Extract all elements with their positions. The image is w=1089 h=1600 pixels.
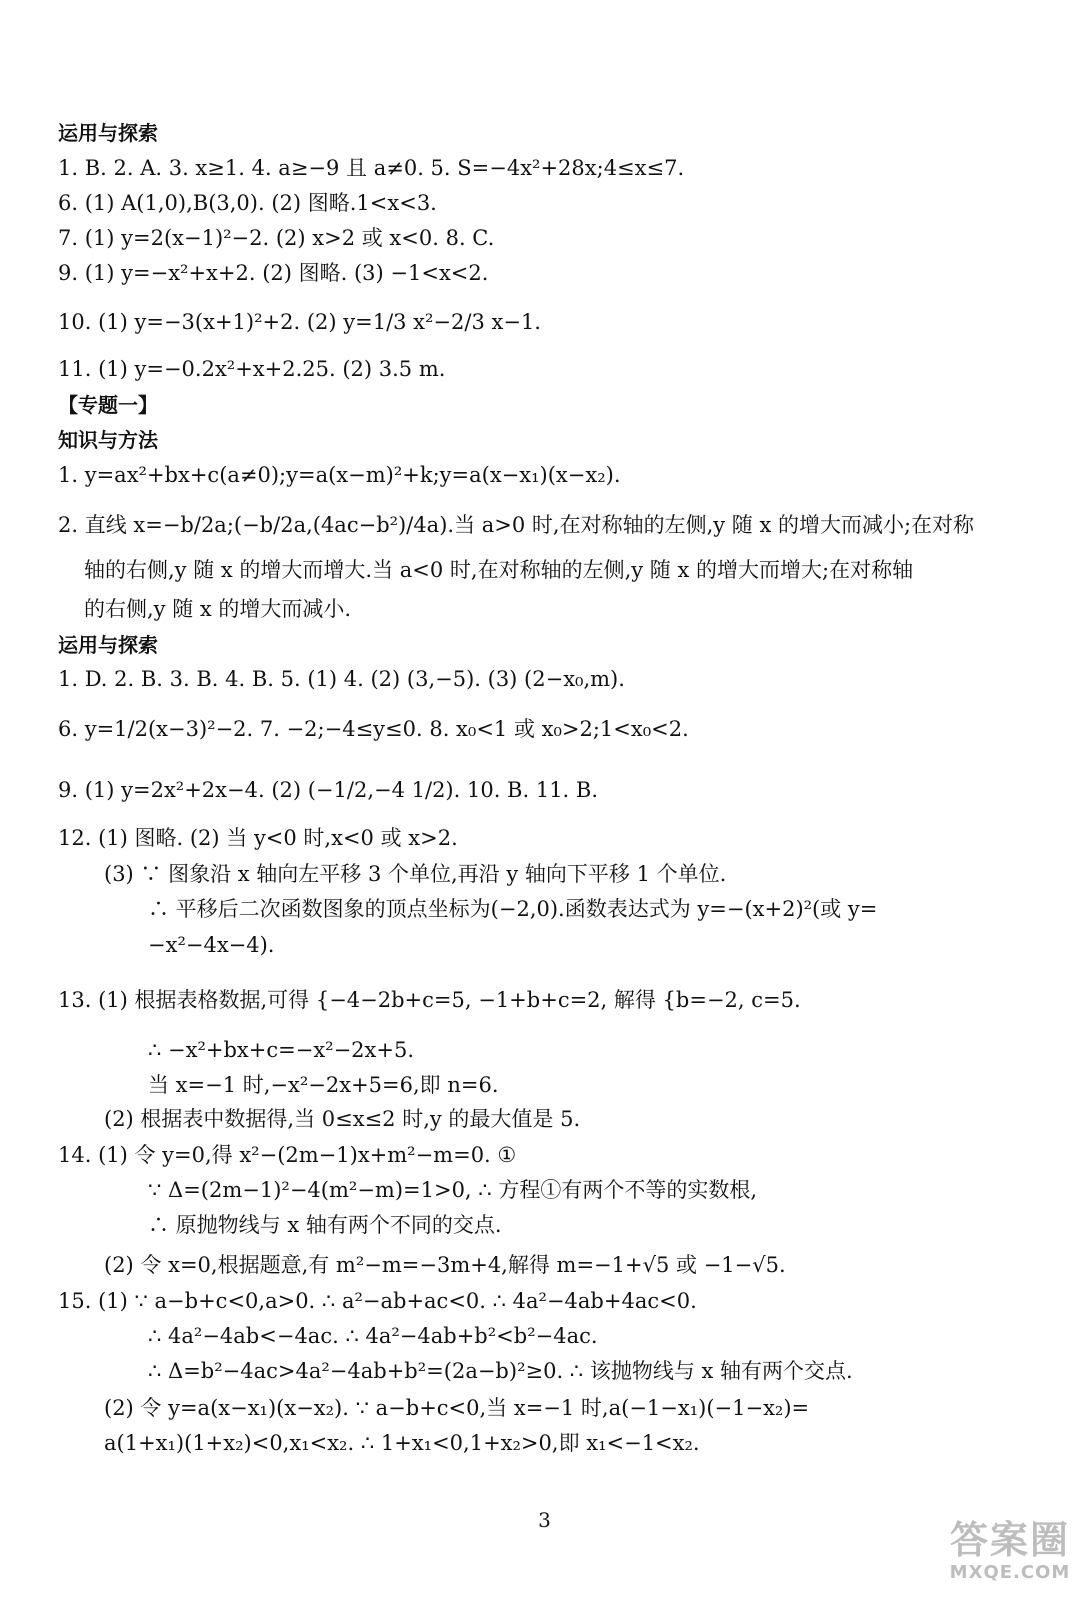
answer-line: a(1+x₁)(1+x₂)<0,x₁<x₂. ∴ 1+x₁<0,1+x₂>0,即 x₁<−1<x₂.	[104, 1431, 700, 1455]
watermark-logo	[945, 1518, 1075, 1590]
watermark-title: 答案圈	[949, 1518, 1070, 1562]
answer-line: 1. y=ax²+bx+c(a≠0);y=a(x−m)²+k;y=a(x−x₁)(x−x₂).	[58, 463, 621, 487]
page-number: 3	[538, 1508, 551, 1532]
answer-line: 12. (1) 图略. (2) 当 y<0 时,x<0 或 x>2.	[58, 826, 458, 850]
answer-line: 6. y=1/2(x−3)²−2. 7. −2;−4≤y≤0. 8. x₀<1 或 x₀>2;1<x₀<2.	[58, 717, 689, 741]
answer-line: ∴ Δ=b²−4ac>4a²−4ab+b²=(2a−b)²≥0. ∴ 该抛物线与 x 轴有两个交点.	[148, 1359, 853, 1383]
answer-line: ∵ Δ=(2m−1)²−4(m²−m)=1>0, ∴ 方程①有两个不等的实数根,	[148, 1178, 757, 1202]
answer-line: 11. (1) y=−0.2x²+x+2.25. (2) 3.5 m.	[58, 357, 446, 381]
answer-line: 10. (1) y=−3(x+1)²+2. (2) y=1/3 x²−2/3 x−1.	[58, 310, 541, 334]
answer-line: 6. (1) A(1,0),B(3,0). (2) 图略.1<x<3.	[58, 191, 437, 215]
answer-line: −x²−4x−4).	[148, 933, 275, 957]
answer-line: 7. (1) y=2(x−1)²−2. (2) x>2 或 x<0. 8. C.	[58, 226, 495, 250]
answer-line: 2. 直线 x=−b/2a;(−b/2a,(4ac−b²)/4a).当 a>0 时,在对称轴的左侧,y 随 x 的增大而减小;在对称	[58, 513, 975, 537]
answer-line: (2) 令 y=a(x−x₁)(x−x₂). ∵ a−b+c<0,当 x=−1 时,a(−1−x₁)(−1−x₂)=	[104, 1396, 810, 1420]
answer-line: 当 x=−1 时,−x²−2x+5=6,即 n=6.	[148, 1073, 499, 1097]
answer-line: 15. (1) ∵ a−b+c<0,a>0. ∴ a²−ab+ac<0. ∴ 4a²−4ab+4ac<0.	[58, 1289, 697, 1313]
section-heading-topic-1: 【专题一】	[58, 393, 158, 417]
watermark-site: MXQE.COM	[949, 1562, 1071, 1583]
answer-line: ∴ 4a²−4ab<−4ac. ∴ 4a²−4ab+b²<b²−4ac.	[148, 1324, 598, 1348]
answer-line: 1. B. 2. A. 3. x≥1. 4. a≥−9 且 a≠0. 5. S=−4x²+28x;4≤x≤7.	[58, 156, 685, 180]
section-heading-knowledge: 知识与方法	[58, 428, 158, 452]
section-heading-practice-1: 运用与探索	[58, 121, 158, 145]
answer-line: (3) ∵ 图象沿 x 轴向左平移 3 个单位,再沿 y 轴向下平移 1 个单位.	[104, 862, 727, 886]
answer-line: 轴的右侧,y 随 x 的增大而增大.当 a<0 时,在对称轴的左侧,y 随 x 的增大而增大;在对称轴	[84, 558, 914, 582]
answer-line: 13. (1) 根据表格数据,可得 {−4−2b+c=5, −1+b+c=2, 解得 {b=−2, c=5.	[58, 988, 801, 1012]
answer-line: 9. (1) y=2x²+2x−4. (2) (−1/2,−4 1/2). 10. B. 11. B.	[58, 778, 599, 802]
answer-line: 9. (1) y=−x²+x+2. (2) 图略. (3) −1<x<2.	[58, 261, 489, 285]
answer-line: (2) 令 x=0,根据题意,有 m²−m=−3m+4,解得 m=−1+√5 或 −1−√5.	[104, 1253, 786, 1277]
answer-line: ∴ 原抛物线与 x 轴有两个不同的交点.	[148, 1213, 502, 1237]
answer-line: (2) 根据表中数据得,当 0≤x≤2 时,y 的最大值是 5.	[104, 1107, 581, 1131]
answer-line: ∴ 平移后二次函数图象的顶点坐标为(−2,0).函数表达式为 y=−(x+2)²(或 y=	[148, 897, 878, 921]
answer-line: 的右侧,y 随 x 的增大而减小.	[84, 597, 352, 621]
answer-line: 1. D. 2. B. 3. B. 4. B. 5. (1) 4. (2) (3,−5). (3) (2−x₀,m).	[58, 667, 625, 691]
section-heading-practice-2: 运用与探索	[58, 633, 158, 657]
answer-line: 14. (1) 令 y=0,得 x²−(2m−1)x+m²−m=0. ①	[58, 1143, 517, 1167]
answer-line: ∴ −x²+bx+c=−x²−2x+5.	[148, 1038, 415, 1062]
